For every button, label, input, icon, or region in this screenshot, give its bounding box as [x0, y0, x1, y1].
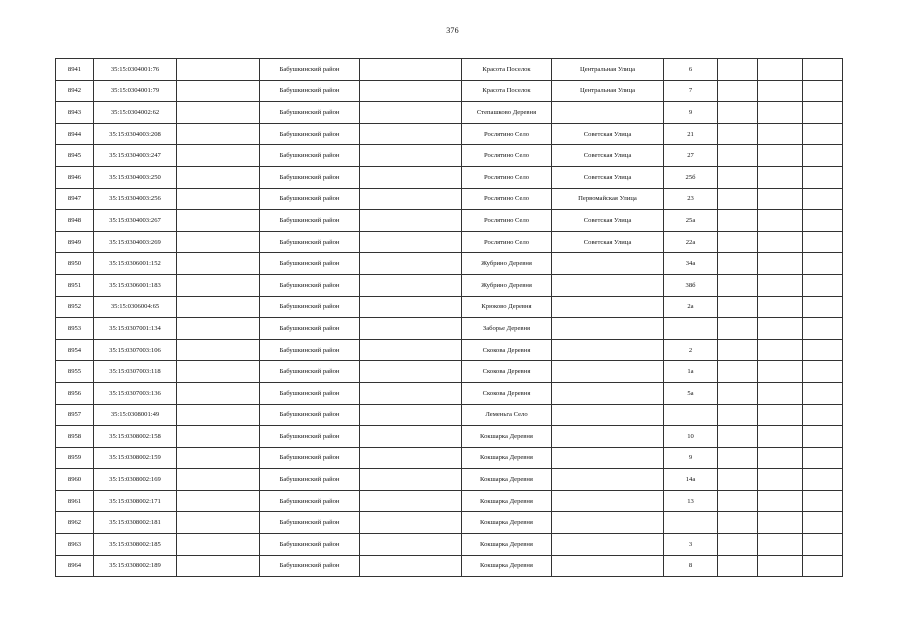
district-cell: Бабушкинский район: [260, 102, 360, 124]
registry-table: [55, 58, 843, 577]
cadastral-number-cell: 35:15:0308002:169: [94, 469, 177, 491]
cadastral-number-cell: 35:15:0304003:247: [94, 145, 177, 167]
empty-cell: [758, 123, 803, 145]
empty-cell: [758, 490, 803, 512]
street-cell: Советская Улица: [552, 210, 664, 232]
house-number-cell: 7: [664, 80, 718, 102]
row-number-cell: 8943: [56, 102, 94, 124]
empty-cell: [758, 512, 803, 534]
empty-cell: [360, 382, 462, 404]
empty-cell: [718, 534, 758, 556]
empty-cell: [758, 339, 803, 361]
row-number-cell: 8955: [56, 361, 94, 383]
empty-cell: [758, 382, 803, 404]
empty-cell: [177, 231, 260, 253]
row-number-cell: 8944: [56, 123, 94, 145]
empty-cell: [718, 404, 758, 426]
district-cell: Бабушкинский район: [260, 274, 360, 296]
row-number-cell: 8961: [56, 490, 94, 512]
row-number-cell: 8957: [56, 404, 94, 426]
empty-cell: [360, 166, 462, 188]
table-row: [56, 404, 843, 426]
empty-cell: [758, 296, 803, 318]
empty-cell: [718, 339, 758, 361]
empty-cell: [803, 253, 843, 275]
table-row: [56, 80, 843, 102]
district-cell: Бабушкинский район: [260, 382, 360, 404]
empty-cell: [803, 274, 843, 296]
house-number-cell: 34а: [664, 253, 718, 275]
house-number-cell: 23: [664, 188, 718, 210]
empty-cell: [360, 59, 462, 81]
street-cell: [552, 469, 664, 491]
district-cell: Бабушкинский район: [260, 188, 360, 210]
street-cell: Центральная Улица: [552, 80, 664, 102]
district-cell: Бабушкинский район: [260, 490, 360, 512]
empty-cell: [803, 188, 843, 210]
table-row: [56, 123, 843, 145]
cadastral-number-cell: 35:15:0306001:152: [94, 253, 177, 275]
empty-cell: [360, 555, 462, 577]
district-cell: Бабушкинский район: [260, 555, 360, 577]
row-number-cell: 8959: [56, 447, 94, 469]
locality-cell: Кокшарка Деревня: [462, 469, 552, 491]
empty-cell: [360, 490, 462, 512]
locality-cell: Скокова Деревня: [462, 382, 552, 404]
empty-cell: [718, 512, 758, 534]
table-row: [56, 253, 843, 275]
empty-cell: [177, 210, 260, 232]
cadastral-number-cell: 35:15:0304003:269: [94, 231, 177, 253]
empty-cell: [177, 555, 260, 577]
row-number-cell: 8948: [56, 210, 94, 232]
table-row: [56, 188, 843, 210]
locality-cell: Кокшарка Деревня: [462, 426, 552, 448]
empty-cell: [758, 59, 803, 81]
empty-cell: [803, 512, 843, 534]
empty-cell: [758, 188, 803, 210]
district-cell: Бабушкинский район: [260, 318, 360, 340]
empty-cell: [360, 512, 462, 534]
row-number-cell: 8945: [56, 145, 94, 167]
empty-cell: [360, 123, 462, 145]
house-number-cell: 13: [664, 490, 718, 512]
empty-cell: [718, 210, 758, 232]
empty-cell: [360, 318, 462, 340]
empty-cell: [177, 426, 260, 448]
locality-cell: Красота Поселок: [462, 59, 552, 81]
cadastral-number-cell: 35:15:0307001:134: [94, 318, 177, 340]
district-cell: Бабушкинский район: [260, 469, 360, 491]
district-cell: Бабушкинский район: [260, 253, 360, 275]
row-number-cell: 8954: [56, 339, 94, 361]
house-number-cell: 25а: [664, 210, 718, 232]
empty-cell: [177, 512, 260, 534]
empty-cell: [803, 80, 843, 102]
cadastral-number-cell: 35:15:0304003:256: [94, 188, 177, 210]
empty-cell: [177, 361, 260, 383]
cadastral-number-cell: 35:15:0308002:189: [94, 555, 177, 577]
empty-cell: [718, 382, 758, 404]
house-number-cell: 38б: [664, 274, 718, 296]
table-row: [56, 145, 843, 167]
empty-cell: [360, 274, 462, 296]
empty-cell: [758, 231, 803, 253]
street-cell: [552, 534, 664, 556]
empty-cell: [718, 80, 758, 102]
district-cell: Бабушкинский район: [260, 123, 360, 145]
empty-cell: [177, 188, 260, 210]
cadastral-number-cell: 35:15:0306004:65: [94, 296, 177, 318]
district-cell: Бабушкинский район: [260, 296, 360, 318]
house-number-cell: 10: [664, 426, 718, 448]
table-row: [56, 361, 843, 383]
empty-cell: [360, 145, 462, 167]
empty-cell: [360, 210, 462, 232]
row-number-cell: 8952: [56, 296, 94, 318]
table-row: [56, 102, 843, 124]
empty-cell: [177, 318, 260, 340]
empty-cell: [718, 469, 758, 491]
empty-cell: [758, 534, 803, 556]
empty-cell: [758, 318, 803, 340]
empty-cell: [758, 80, 803, 102]
table-row: [56, 166, 843, 188]
empty-cell: [718, 296, 758, 318]
row-number-cell: 8941: [56, 59, 94, 81]
table-row: [56, 490, 843, 512]
street-cell: [552, 274, 664, 296]
empty-cell: [718, 274, 758, 296]
house-number-cell: [664, 512, 718, 534]
empty-cell: [177, 145, 260, 167]
district-cell: Бабушкинский район: [260, 166, 360, 188]
house-number-cell: 22а: [664, 231, 718, 253]
row-number-cell: 8963: [56, 534, 94, 556]
empty-cell: [177, 296, 260, 318]
empty-cell: [803, 145, 843, 167]
empty-cell: [803, 296, 843, 318]
street-cell: [552, 490, 664, 512]
locality-cell: Рослятино Село: [462, 188, 552, 210]
row-number-cell: 8949: [56, 231, 94, 253]
house-number-cell: 8: [664, 555, 718, 577]
page-number: 376: [446, 26, 459, 35]
cadastral-number-cell: 35:15:0308002:159: [94, 447, 177, 469]
empty-cell: [718, 447, 758, 469]
empty-cell: [360, 339, 462, 361]
locality-cell: Кокшарка Деревня: [462, 490, 552, 512]
empty-cell: [803, 404, 843, 426]
empty-cell: [718, 231, 758, 253]
table-row: [56, 231, 843, 253]
cadastral-number-cell: 35:15:0304001:76: [94, 59, 177, 81]
house-number-cell: 5а: [664, 382, 718, 404]
empty-cell: [177, 166, 260, 188]
empty-cell: [803, 318, 843, 340]
street-cell: [552, 102, 664, 124]
empty-cell: [758, 210, 803, 232]
empty-cell: [803, 490, 843, 512]
empty-cell: [758, 404, 803, 426]
locality-cell: Рослятино Село: [462, 166, 552, 188]
district-cell: Бабушкинский район: [260, 210, 360, 232]
cadastral-number-cell: 35:15:0304003:250: [94, 166, 177, 188]
table-body: [56, 59, 843, 577]
empty-cell: [803, 361, 843, 383]
table-row: [56, 555, 843, 577]
empty-cell: [803, 339, 843, 361]
locality-cell: Кокшарка Деревня: [462, 555, 552, 577]
empty-cell: [803, 166, 843, 188]
empty-cell: [360, 80, 462, 102]
empty-cell: [177, 102, 260, 124]
empty-cell: [803, 447, 843, 469]
empty-cell: [718, 188, 758, 210]
empty-cell: [718, 490, 758, 512]
house-number-cell: 27: [664, 145, 718, 167]
house-number-cell: 9: [664, 447, 718, 469]
street-cell: Центральная Улица: [552, 59, 664, 81]
empty-cell: [360, 253, 462, 275]
street-cell: Советская Улица: [552, 231, 664, 253]
empty-cell: [803, 382, 843, 404]
locality-cell: Крюково Деревня: [462, 296, 552, 318]
empty-cell: [177, 80, 260, 102]
street-cell: [552, 512, 664, 534]
house-number-cell: [664, 318, 718, 340]
district-cell: Бабушкинский район: [260, 145, 360, 167]
empty-cell: [758, 102, 803, 124]
cadastral-number-cell: 35:15:0308002:185: [94, 534, 177, 556]
table-row: [56, 210, 843, 232]
empty-cell: [718, 123, 758, 145]
empty-cell: [177, 339, 260, 361]
locality-cell: Скокова Деревня: [462, 361, 552, 383]
empty-cell: [360, 102, 462, 124]
house-number-cell: 2: [664, 339, 718, 361]
empty-cell: [360, 231, 462, 253]
cadastral-number-cell: 35:15:0308002:181: [94, 512, 177, 534]
empty-cell: [803, 59, 843, 81]
row-number-cell: 8942: [56, 80, 94, 102]
locality-cell: Степашково Деревня: [462, 102, 552, 124]
street-cell: Первомайская Улица: [552, 188, 664, 210]
street-cell: [552, 447, 664, 469]
row-number-cell: 8960: [56, 469, 94, 491]
empty-cell: [718, 555, 758, 577]
empty-cell: [177, 469, 260, 491]
locality-cell: Скокова Деревня: [462, 339, 552, 361]
street-cell: [552, 296, 664, 318]
empty-cell: [803, 426, 843, 448]
empty-cell: [177, 404, 260, 426]
district-cell: Бабушкинский район: [260, 361, 360, 383]
empty-cell: [718, 102, 758, 124]
table-row: [56, 339, 843, 361]
row-number-cell: 8964: [56, 555, 94, 577]
empty-cell: [360, 469, 462, 491]
cadastral-number-cell: 35:15:0306001:183: [94, 274, 177, 296]
empty-cell: [718, 145, 758, 167]
table-row: [56, 296, 843, 318]
row-number-cell: 8946: [56, 166, 94, 188]
district-cell: Бабушкинский район: [260, 404, 360, 426]
empty-cell: [718, 166, 758, 188]
house-number-cell: [664, 404, 718, 426]
cadastral-number-cell: 35:15:0304002:62: [94, 102, 177, 124]
locality-cell: Жубрино Деревня: [462, 274, 552, 296]
empty-cell: [803, 231, 843, 253]
street-cell: [552, 361, 664, 383]
row-number-cell: 8950: [56, 253, 94, 275]
cadastral-number-cell: 35:15:0307003:106: [94, 339, 177, 361]
street-cell: [552, 426, 664, 448]
house-number-cell: 14а: [664, 469, 718, 491]
locality-cell: Красота Поселок: [462, 80, 552, 102]
empty-cell: [803, 123, 843, 145]
empty-cell: [718, 59, 758, 81]
empty-cell: [360, 296, 462, 318]
empty-cell: [360, 188, 462, 210]
house-number-cell: 1а: [664, 361, 718, 383]
cadastral-number-cell: 35:15:0308001:49: [94, 404, 177, 426]
locality-cell: Рослятино Село: [462, 123, 552, 145]
district-cell: Бабушкинский район: [260, 426, 360, 448]
empty-cell: [758, 361, 803, 383]
empty-cell: [758, 469, 803, 491]
cadastral-number-cell: 35:15:0308002:158: [94, 426, 177, 448]
empty-cell: [803, 210, 843, 232]
empty-cell: [803, 469, 843, 491]
house-number-cell: 2а: [664, 296, 718, 318]
empty-cell: [758, 166, 803, 188]
locality-cell: Рослятино Село: [462, 210, 552, 232]
empty-cell: [177, 490, 260, 512]
street-cell: [552, 318, 664, 340]
street-cell: [552, 555, 664, 577]
district-cell: Бабушкинский район: [260, 534, 360, 556]
locality-cell: Кокшарка Деревня: [462, 512, 552, 534]
cadastral-number-cell: 35:15:0304003:208: [94, 123, 177, 145]
row-number-cell: 8956: [56, 382, 94, 404]
row-number-cell: 8962: [56, 512, 94, 534]
house-number-cell: 6: [664, 59, 718, 81]
empty-cell: [758, 145, 803, 167]
empty-cell: [177, 59, 260, 81]
house-number-cell: 3: [664, 534, 718, 556]
cadastral-number-cell: 35:15:0304001:79: [94, 80, 177, 102]
empty-cell: [803, 102, 843, 124]
locality-cell: Кокшарка Деревня: [462, 447, 552, 469]
row-number-cell: 8947: [56, 188, 94, 210]
house-number-cell: 9: [664, 102, 718, 124]
empty-cell: [177, 123, 260, 145]
locality-cell: Заборье Деревня: [462, 318, 552, 340]
house-number-cell: 21: [664, 123, 718, 145]
table-row: [56, 318, 843, 340]
district-cell: Бабушкинский район: [260, 512, 360, 534]
empty-cell: [177, 534, 260, 556]
empty-cell: [360, 361, 462, 383]
empty-cell: [718, 253, 758, 275]
empty-cell: [718, 426, 758, 448]
table-row: [56, 447, 843, 469]
street-cell: Советская Улица: [552, 145, 664, 167]
empty-cell: [360, 404, 462, 426]
empty-cell: [803, 534, 843, 556]
cadastral-number-cell: 35:15:0307003:118: [94, 361, 177, 383]
district-cell: Бабушкинский район: [260, 231, 360, 253]
table-row: [56, 469, 843, 491]
locality-cell: Жубрино Деревня: [462, 253, 552, 275]
locality-cell: Рослятино Село: [462, 231, 552, 253]
empty-cell: [360, 447, 462, 469]
empty-cell: [360, 534, 462, 556]
empty-cell: [177, 253, 260, 275]
row-number-cell: 8951: [56, 274, 94, 296]
locality-cell: Кокшарка Деревня: [462, 534, 552, 556]
locality-cell: Леменьга Село: [462, 404, 552, 426]
row-number-cell: 8953: [56, 318, 94, 340]
empty-cell: [758, 426, 803, 448]
table-row: [56, 382, 843, 404]
empty-cell: [758, 253, 803, 275]
district-cell: Бабушкинский район: [260, 59, 360, 81]
cadastral-number-cell: 35:15:0308002:171: [94, 490, 177, 512]
empty-cell: [718, 361, 758, 383]
cadastral-number-cell: 35:15:0304003:267: [94, 210, 177, 232]
locality-cell: Рослятино Село: [462, 145, 552, 167]
district-cell: Бабушкинский район: [260, 447, 360, 469]
district-cell: Бабушкинский район: [260, 80, 360, 102]
street-cell: [552, 253, 664, 275]
street-cell: [552, 404, 664, 426]
empty-cell: [177, 447, 260, 469]
table-row: [56, 59, 843, 81]
empty-cell: [360, 426, 462, 448]
table-row: [56, 534, 843, 556]
street-cell: [552, 339, 664, 361]
empty-cell: [177, 382, 260, 404]
table-row: [56, 426, 843, 448]
empty-cell: [758, 555, 803, 577]
cadastral-number-cell: 35:15:0307003:136: [94, 382, 177, 404]
street-cell: Советская Улица: [552, 166, 664, 188]
row-number-cell: 8958: [56, 426, 94, 448]
empty-cell: [718, 318, 758, 340]
street-cell: [552, 382, 664, 404]
empty-cell: [177, 274, 260, 296]
district-cell: Бабушкинский район: [260, 339, 360, 361]
table-row: [56, 512, 843, 534]
empty-cell: [758, 274, 803, 296]
street-cell: Советская Улица: [552, 123, 664, 145]
empty-cell: [803, 555, 843, 577]
empty-cell: [758, 447, 803, 469]
house-number-cell: 25б: [664, 166, 718, 188]
table-row: [56, 274, 843, 296]
